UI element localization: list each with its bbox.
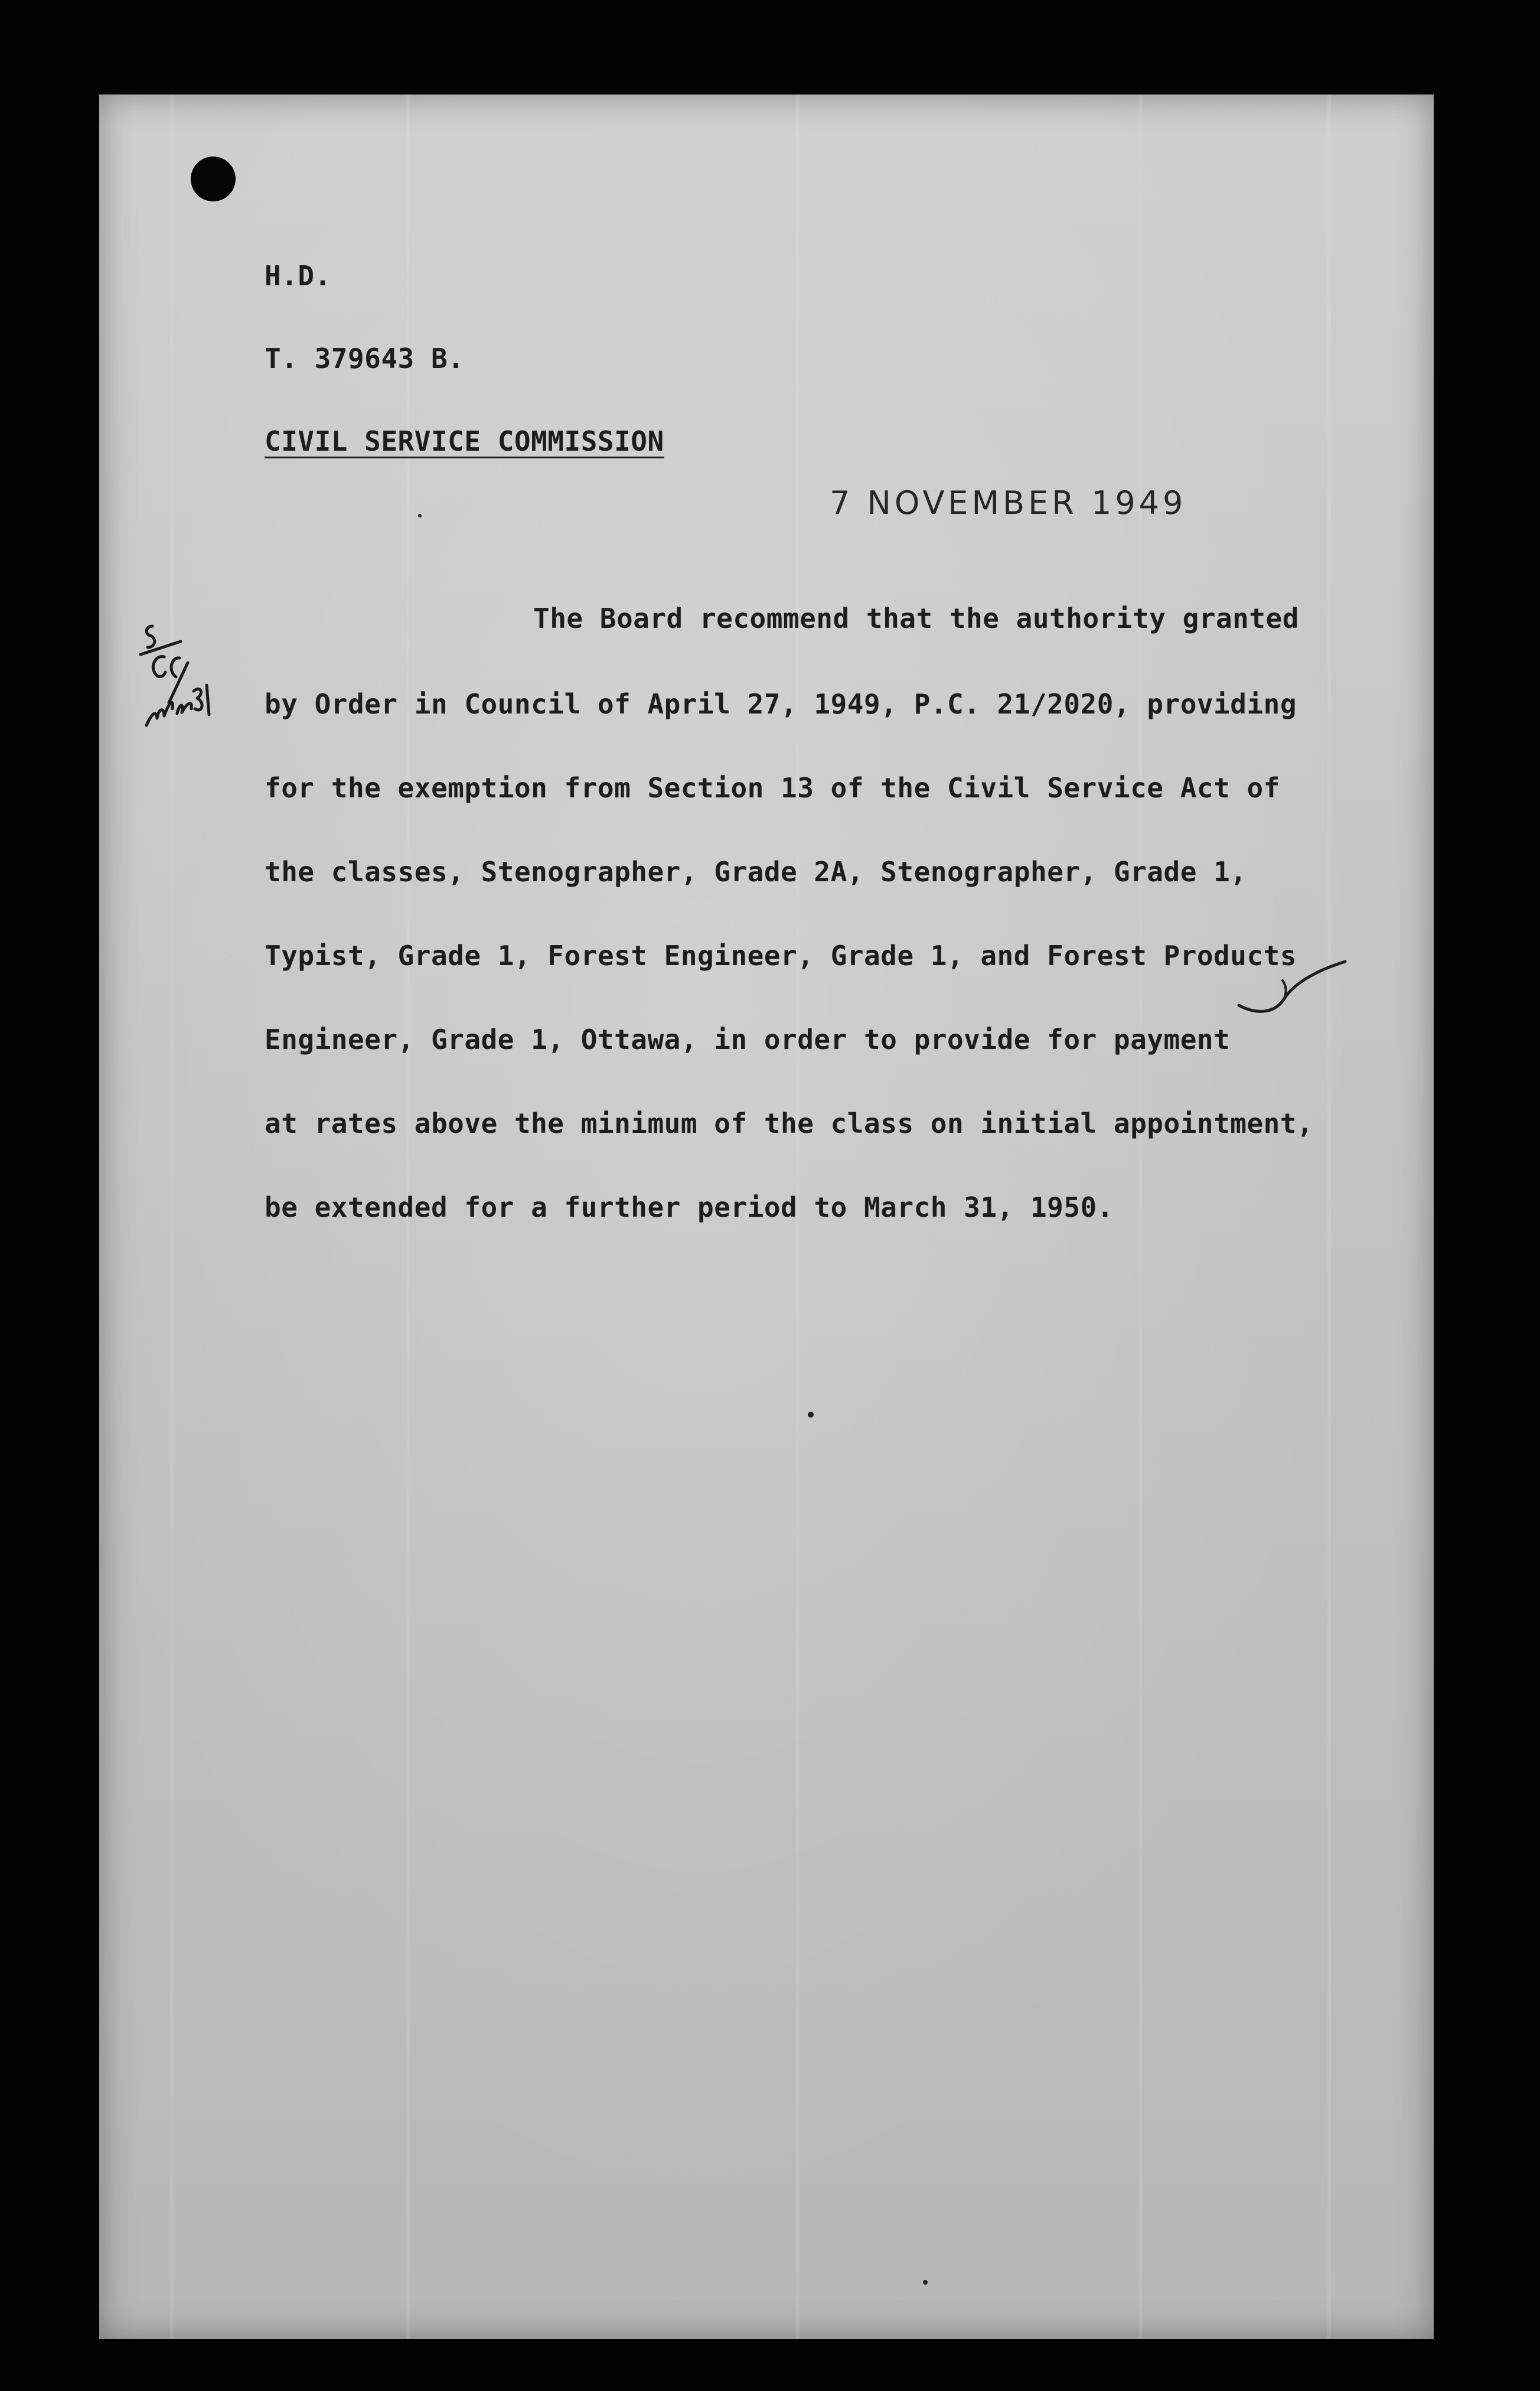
document-page xyxy=(99,95,1434,2339)
date-stamp: 7 NOVEMBER 1949 xyxy=(830,484,1187,522)
check-mark-icon xyxy=(1233,957,1351,1022)
body-line: Engineer, Grade 1, Ottawa, in order to provide for payment xyxy=(265,1024,1231,1056)
scan-speck xyxy=(808,1412,814,1418)
file-number: T. 379643 B. xyxy=(265,343,465,374)
department-heading: CIVIL SERVICE COMMISSION xyxy=(265,425,664,457)
scan-speck xyxy=(418,514,422,517)
handwritten-check-mark xyxy=(1233,957,1351,1022)
scan-stripe xyxy=(170,95,174,2339)
header-initials: H.D. xyxy=(265,260,331,292)
body-line: the classes, Stenographer, Grade 2A, Stenographer, Grade 1, xyxy=(265,856,1247,888)
handwritten-margin-annotation xyxy=(123,614,282,774)
body-line: be extended for a further period to March 31, 1950. xyxy=(265,1191,1114,1223)
body-line: by Order in Council of April 27, 1949, P.C. 21/2020, providing xyxy=(265,688,1297,720)
punch-hole xyxy=(191,157,236,201)
scan-stripe xyxy=(1327,95,1331,2339)
body-line: The Board recommend that the authority granted xyxy=(533,602,1299,634)
handwriting-icon xyxy=(123,614,282,774)
scan-speck xyxy=(923,2280,928,2285)
body-line: for the exemption from Section 13 of the Civil Service Act of xyxy=(265,772,1280,804)
scan-stripe xyxy=(1138,95,1142,2339)
body-line: at rates above the minimum of the class on initial appointment, xyxy=(265,1107,1314,1139)
body-line: Typist, Grade 1, Forest Engineer, Grade 1, and Forest Products xyxy=(265,940,1297,972)
